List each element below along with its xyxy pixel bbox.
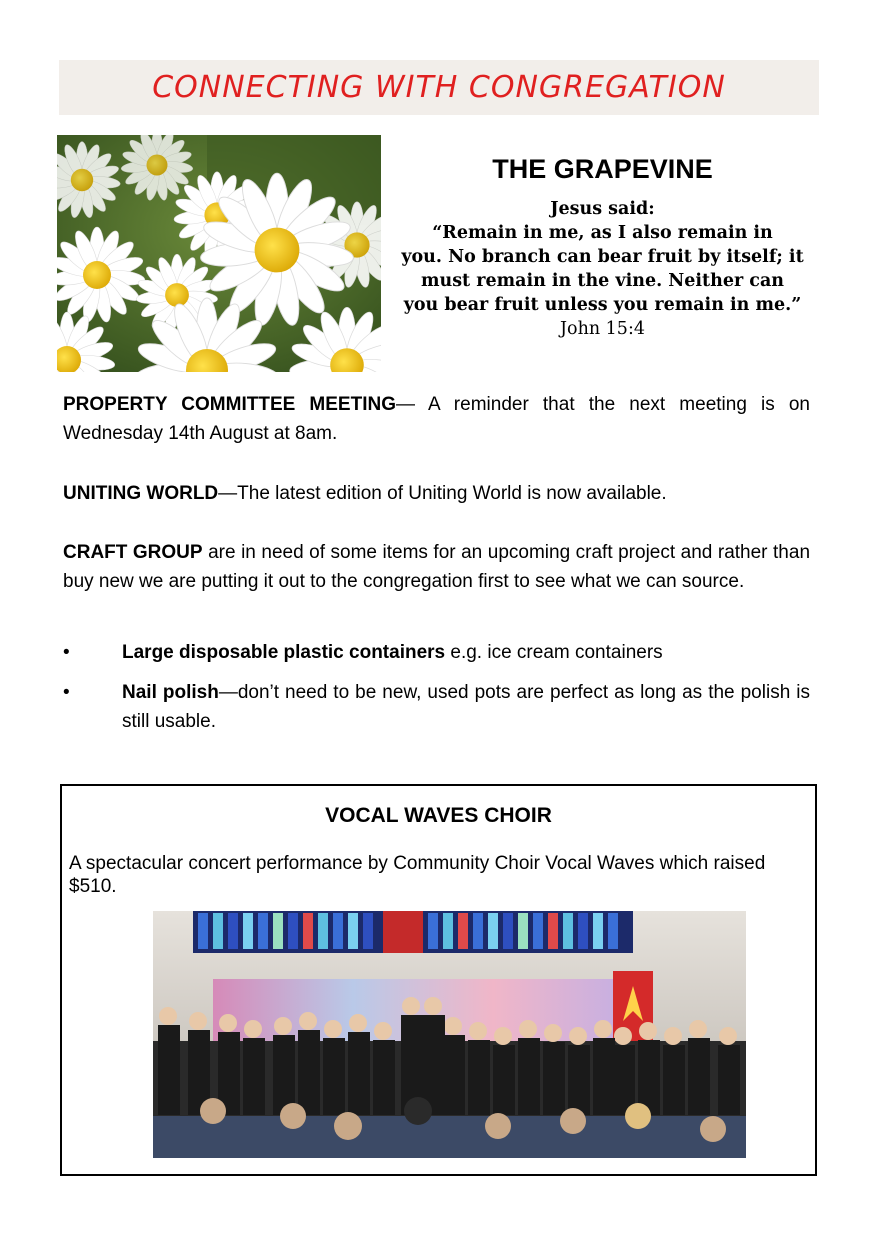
grapevine-title: THE GRAPEVINE [492,154,713,184]
list-item [63,678,810,736]
property-text: — A reminder that the next meeting is on Wednesday 14th August at 8am. [63,394,811,444]
bullet-text: e.g. ice cream containers [445,642,663,663]
quote-intro: Jesus said: [550,199,655,219]
quote-line: you bear fruit unless you remain in me.” [403,295,802,315]
page-title: CONNECTING WITH CONGREGATION [152,70,726,105]
bullet-icon: • [63,642,70,663]
quote-line: must remain in the vine. Neither can [420,271,785,291]
list-item [63,638,810,667]
choir-photo [153,911,746,1158]
bullet-label: Nail polish [122,682,219,703]
uniting-text: —The latest edition of Uniting World is now available. [218,483,667,504]
uniting-label: UNITING WORLD [63,483,219,504]
choir-box [60,784,817,1176]
daisy-illustration [57,135,381,372]
craft-label: CRAFT GROUP [63,542,203,563]
choir-illustration [153,911,746,1158]
daisy-photo [57,135,381,372]
quote-reference: John 15:4 [560,319,645,339]
property-label: PROPERTY COMMITTEE MEETING [63,394,396,415]
choir-title: VOCAL WAVES CHOIR [325,804,552,827]
choir-description: A spectacular concert performance by Community Choir Vocal Waves which raised $510. [69,853,766,897]
craft-notice [63,538,810,596]
property-notice [63,390,810,448]
quote-line: “Remain in me, as I also remain in [432,223,773,243]
bullet-label: Large disposable plastic containers [122,642,446,663]
quote-line: you. No branch can bear fruit by itself; it [401,247,804,267]
uniting-notice [63,479,810,508]
header-banner [59,60,819,115]
bullet-text: —don’t need to be new, used pots are perfect as long as the polish is still usable. [122,682,810,732]
bullet-icon: • [63,682,70,703]
craft-text: are in need of some items for an upcoming craft project and rather than buy new we are putting it out to the congregation first to see what we can source. [63,542,811,592]
grapevine-section [390,150,815,341]
